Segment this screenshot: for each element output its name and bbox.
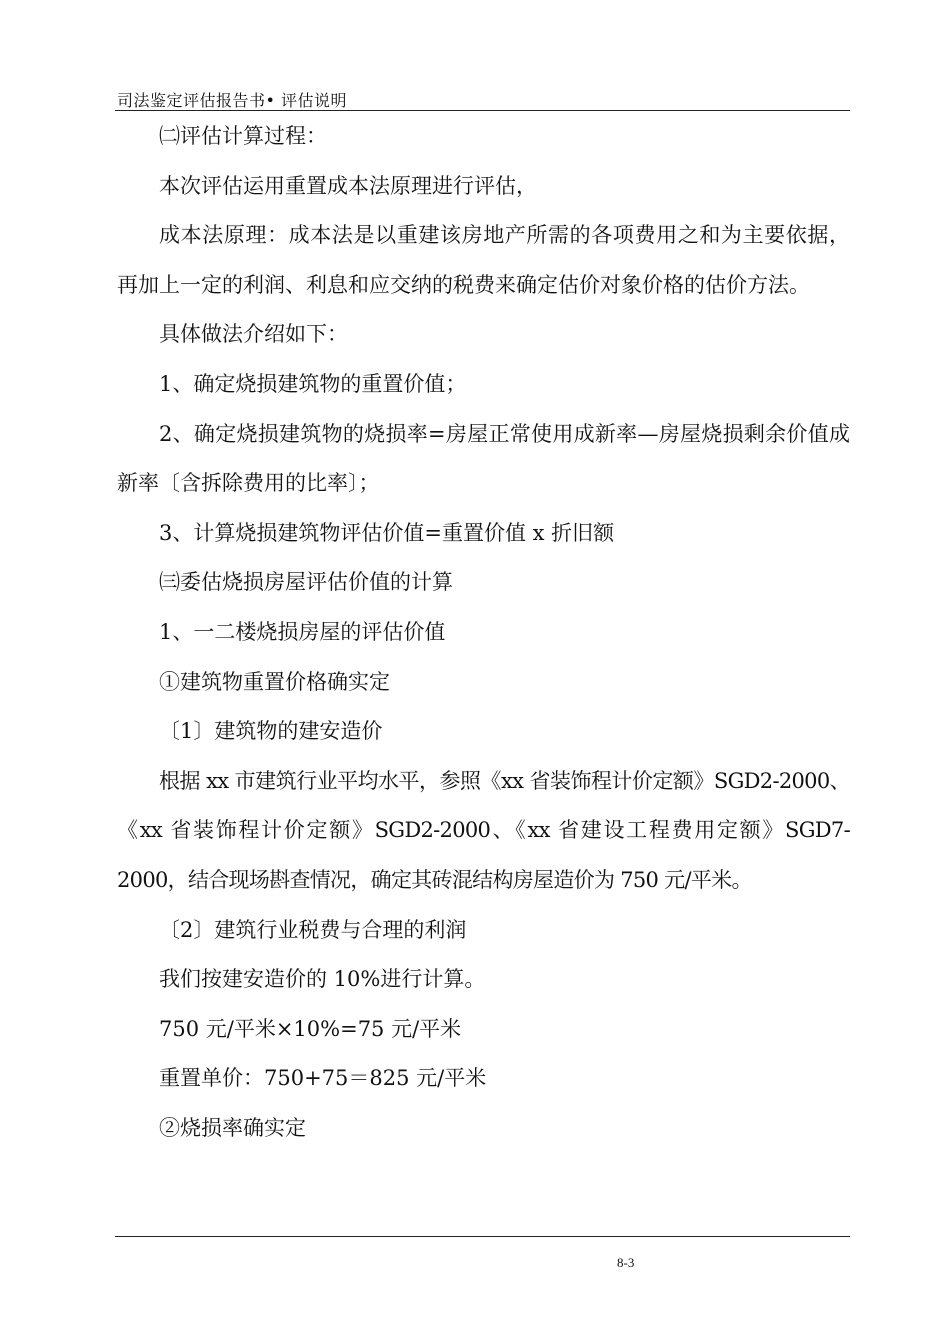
paragraph-cost-approach-principle: 成本法原理：成本法是以重建该房地产所需的各项费用之和为主要依据，再加上一定的利润、利息和应交纳的税费来确定估价对象价格的估价方法。 [117,223,850,297]
subheading-floors-1-2: 1、一二楼烧损房屋的评估价值 [159,619,446,644]
section-heading-valuation: ㈢委估烧损房屋评估价值的计算 [159,570,453,595]
section-heading-calculation-process: ㈡评估计算过程： [159,124,327,148]
running-header: 司法鉴定评估报告书• 评估说明 [117,91,348,110]
paragraph-construction-cost-basis: 根据 xx 市建筑行业平均水平，参照《xx 省装饰程计价定额》SGD2-2000、《xx 省装饰程计价定额》SGD2-2000、《xx 省建设工程费用定额》SGD7-2000，结合现场斟查情况，确定其砖混结构房屋造价为 750 元/平米。 [117,768,850,892]
list-item-step-3: 3、计算烧损建筑物评估价值=重置价值 x 折旧额 [159,520,615,545]
footer-divider [115,1236,850,1237]
subheading-construction-cost: 〔1〕建筑物的建安造价 [159,719,383,744]
list-item-step-1: 1、确定烧损建筑物的重置价值； [159,371,467,396]
list-item-step-2: 2、确定烧损建筑物的烧损率=房屋正常使用成新率—房屋烧损剩余价值成新率〔含拆除费用的比率〕； [117,421,850,496]
subheading-taxes-profit: 〔2〕建筑行业税费与合理的利润 [159,917,467,942]
paragraph-procedure-intro: 具体做法介绍如下： [159,322,348,347]
subheading-burn-rate: ②烧损率确实定 [159,1115,306,1140]
formula-profit: 750 元/平米×10%=75 元/平米 [159,1016,462,1041]
formula-replacement-unit-price: 重置单价：750+75＝825 元/平米 [159,1066,487,1091]
page-number: 8-3 [617,1255,635,1270]
header-divider [115,110,850,111]
document-body [117,112,850,1153]
subheading-replacement-price: ①建筑物重置价格确实定 [159,669,390,694]
paragraph-rate-basis: 我们按建安造价的 10%进行计算。 [159,967,486,992]
paragraph-method-intro: 本次评估运用重置成本法原理进行评估， [159,173,537,198]
